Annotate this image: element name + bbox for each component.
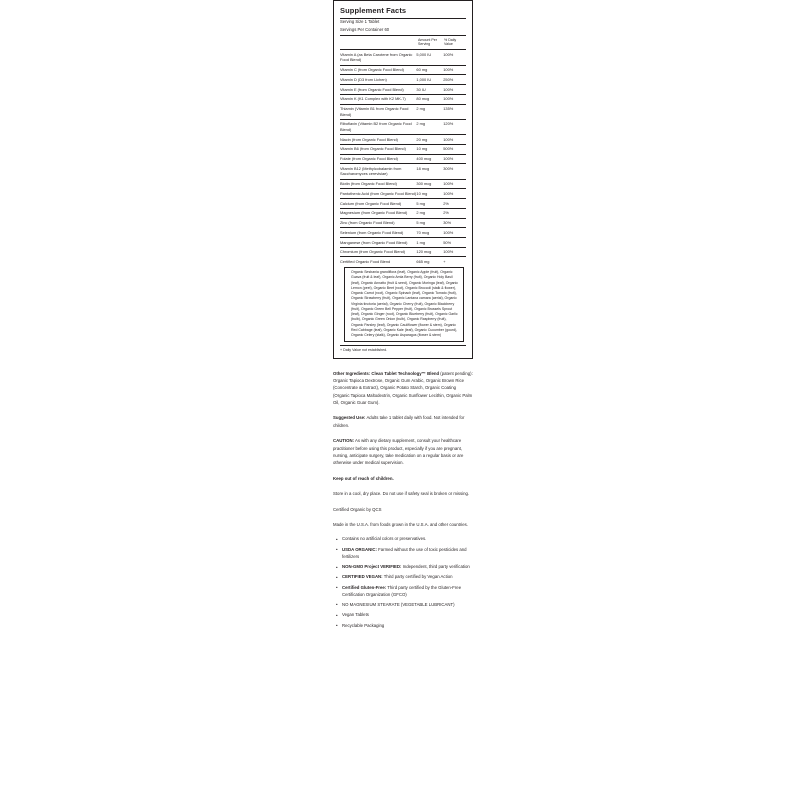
nutrient-dv: 100% [443, 85, 466, 95]
nutrient-name: Selenium (from Organic Food Blend) [340, 228, 416, 238]
label-panel [333, 0, 473, 633]
nutrient-amount: 60 mg [416, 65, 443, 75]
claim-label: NON-GMO Project VERIFIED: [342, 564, 402, 569]
other-ingredients-paragraph [333, 370, 473, 407]
claim-label: CERTIFIED VEGAN: [342, 574, 383, 580]
suggested-use-paragraph [333, 414, 473, 429]
nutrient-amount: 18 mcg [416, 164, 443, 179]
table-row [340, 164, 466, 179]
claim-text: Recyclable Packaging [342, 622, 385, 628]
nutrient-amount: 1,000 IU [416, 75, 443, 85]
other-ingredients-text: (patent pending): Organic Tapioca Dextrose, Organic Gum Arabic, Organic Brown Rice (Concentrate & Extract), Organic Potato Starch, Organic Coating (Organic Tapioca Maltodextrin, Organic Sunflower Lecithin, Organic Palm Oil, Organic Guar Gum). [333, 370, 473, 406]
table-row [340, 94, 466, 104]
claim-text: Third party certified by the Gluten-Free Certification Organization (GFCO) [342, 584, 462, 597]
supplement-facts-box [333, 0, 473, 359]
storage-instructions: Store in a cool, dry place. Do not use if safety seal is broken or missing. [333, 491, 470, 497]
nutrient-dv: 120% [443, 119, 466, 134]
nutrient-dv: 250% [443, 75, 466, 85]
table-row [340, 179, 466, 189]
nutrient-amount: 5 mg [416, 199, 443, 209]
nutrient-amount: 1 mg [416, 238, 443, 248]
nutrient-name: Vitamin E (from Organic Food Blend) [340, 85, 416, 95]
table-row-blend [340, 257, 466, 266]
nutrient-dv: 100% [443, 65, 466, 75]
made-in-statement: Made in the U.S.A. from foods grown in the U.S.A. and other countries. [333, 521, 468, 527]
nutrient-name: Pantothenic Acid (from Organic Food Blend) [340, 189, 416, 199]
blend-amount: 665 mg [416, 259, 430, 265]
blend-name: Certified Organic Food Blend [340, 259, 391, 265]
table-row [340, 104, 466, 119]
nutrient-amount: 80 mcg [416, 94, 443, 104]
blend-dv: + [443, 259, 446, 265]
nutrient-amount: 30 IU [416, 85, 443, 95]
table-row [340, 119, 466, 134]
table-row [340, 154, 466, 164]
nutrient-name: Magnesium (from Organic Food Blend) [340, 208, 416, 218]
claims-list [333, 536, 473, 629]
servings-per-container: Servings Per Container 60 [340, 26, 390, 32]
nutrient-name: Chromium (from Organic Food Blend) [340, 247, 416, 257]
nutrient-name: Vitamin C (from Organic Food Blend) [340, 65, 416, 75]
table-row [340, 144, 466, 154]
nutrient-dv: 135% [443, 104, 466, 119]
header-amount-per-serving: Amount Per Serving [418, 37, 437, 47]
list-item [342, 612, 473, 619]
other-ingredients-label: Other Ingredients: Clean Tablet Technology™ Blend [333, 370, 440, 376]
nutrient-amount: 10 mg [416, 144, 443, 154]
nutrient-name: Biotin (from Organic Food Blend) [340, 179, 416, 189]
table-row [340, 218, 466, 228]
table-row [340, 199, 466, 209]
table-row [340, 50, 466, 65]
nutrient-amount: 20 mg [416, 135, 443, 145]
list-item [342, 547, 473, 561]
label-body-copy [333, 370, 473, 630]
list-item [342, 574, 473, 581]
claim-text: NO MAGNESIUM STEARATE (VEGETABLE LUBRICANT) [342, 601, 455, 607]
nutrient-dv: 500% [443, 144, 466, 154]
claim-text: Vegan Tablets [342, 612, 369, 618]
nutrient-name: Vitamin D (D3 from Lichen) [340, 75, 416, 85]
nutrient-dv: 100% [443, 179, 466, 189]
nutrient-amount: 2 mg [416, 104, 443, 119]
nutrient-dv: 2% [443, 199, 466, 209]
nutrient-amount: 70 mcg [416, 228, 443, 238]
table-row [340, 75, 466, 85]
claim-text: Independent, third party verification [401, 564, 470, 569]
blend-ingredient-list: Organic Sesbania grandiflora (leaf), Organic Apple (fruit), Organic Guava (fruit & leaf), Organic Amla Berry (fruit), Organic Holy Basil (leaf), Organic Annatto (fruit & seed), Organic Moringa (leaf), Organic Lemon (peel), Organic Beet (root), Organic Broccoli (stalk & flower), Organic Carrot (root), Organic Spinach (leaf), Organic Tomato (fruit), Organic Strawberry (fruit), Organic Lantana camara (aerial), Organic Virginia tinctoria (aerial), Organic Cherry (fruit), Organic Blackberry (fruit), Organic Green Bell Pepper (fruit), Organic Brussels Sprout (leaf), Organic Ginger (root), Organic Blueberry (fruit), Organic Garlic (bulb), Organic Green Onion (bulb), Organic Raspberry (fruit), Organic Parsley (leaf), Organic Cauliflower (flower & stem), Organic Red Cabbage (leaf), Organic Kale (leaf), Organic Cucumber (gourd), Organic Celery (stalk), Organic Asparagus (flower & stem) [344, 267, 464, 342]
caution-label: CAUTION: [333, 438, 355, 444]
nutrition-table [340, 50, 466, 266]
nutrient-name: Zinc (from Organic Food Blend) [340, 218, 416, 228]
nutrient-amount: 10 mg [416, 189, 443, 199]
nutrient-name: Riboflavin (Vitamin B2 from Organic Food Blend) [340, 119, 416, 134]
nutrient-name: Folate (from Organic Food Blend) [340, 154, 416, 164]
nutrient-name: Vitamin K (K1 Complex with K2 MK-7) [340, 94, 416, 104]
table-row [340, 135, 466, 145]
nutrient-amount: 120 mcg [416, 247, 443, 257]
list-item [342, 536, 473, 543]
nutrient-dv: 100% [443, 189, 466, 199]
nutrient-amount: 2 mg [416, 208, 443, 218]
nutrient-name: Thiamin (Vitamin B1 from Organic Food Blend) [340, 104, 416, 119]
table-row [340, 238, 466, 248]
claim-text: Contains no artificial colors or preservatives. [342, 536, 427, 542]
nutrient-amount: 400 mcg [416, 154, 443, 164]
nutrient-amount: 5,000 IU [416, 50, 443, 65]
suggested-use-text: Adults take 1 tablet daily with food. Not intended for children. [333, 415, 465, 428]
table-row [340, 65, 466, 75]
list-item [342, 564, 473, 571]
suggested-use-label: Suggested Use: [333, 415, 366, 421]
nutrient-name: Calcium (from Organic Food Blend) [340, 199, 416, 209]
claim-label: USDA ORGANIC: [342, 546, 377, 552]
claim-label: Certified Gluten-Free: [342, 584, 387, 590]
supplement-facts-title: Supplement Facts [340, 6, 407, 15]
keep-out-of-reach [333, 475, 473, 482]
nutrient-name: Vitamin B12 (Methylcobalamin from Saccharomyces cerevisiae) [340, 164, 416, 179]
table-row [340, 208, 466, 218]
claim-text: Farmed without the use of toxic pesticides and fertilizers [342, 546, 467, 559]
nutrient-name: Vitamin B6 (from Organic Food Blend) [340, 144, 416, 154]
nutrient-dv: 100% [443, 247, 466, 257]
nutrient-name: Manganese (from Organic Food Blend) [340, 238, 416, 248]
table-row [340, 85, 466, 95]
serving-size: Serving Size 1 Tablet [340, 19, 380, 24]
claim-text: Third party certified by Vegan Action [382, 574, 453, 580]
list-item [342, 602, 473, 609]
list-item [342, 623, 473, 630]
nutrient-amount: 300 mcg [416, 179, 443, 189]
nutrient-dv: 100% [443, 94, 466, 104]
nutrient-dv: 50% [443, 238, 466, 248]
certified-organic-by: Certified Organic by QCS [333, 506, 382, 512]
nutrient-amount: 5 mg [416, 218, 443, 228]
nutrient-dv: 2% [443, 208, 466, 218]
daily-value-footnote: + Daily Value not established. [340, 348, 388, 353]
header-daily-value: % Daily Value [444, 37, 457, 47]
nutrient-dv: 300% [443, 164, 466, 179]
nutrient-dv: 100% [443, 154, 466, 164]
keep-out-text: Keep out of reach of children. [333, 475, 394, 481]
nutrient-dv: 100% [443, 50, 466, 65]
nutrient-dv: 100% [443, 228, 466, 238]
list-item [342, 585, 473, 599]
table-row [340, 228, 466, 238]
nutrient-amount: 2 mg [416, 119, 443, 134]
nutrient-dv: 100% [443, 135, 466, 145]
nutrition-header-row [340, 36, 466, 48]
caution-text: As with any dietary supplement, consult your healthcare practitioner before using this product, especially if you are pregnant, nursing, anticipate surgery, take medication on a regular basis or are otherwise under medical supervision. [333, 438, 464, 466]
caution-paragraph [333, 437, 473, 467]
table-row [340, 247, 466, 257]
nutrient-name: Niacin (from Organic Food Blend) [340, 135, 416, 145]
nutrient-name: Vitamin A (as Beta Carotene from Organic Food Blend) [340, 50, 416, 65]
nutrient-dv: 30% [443, 218, 466, 228]
table-row [340, 189, 466, 199]
